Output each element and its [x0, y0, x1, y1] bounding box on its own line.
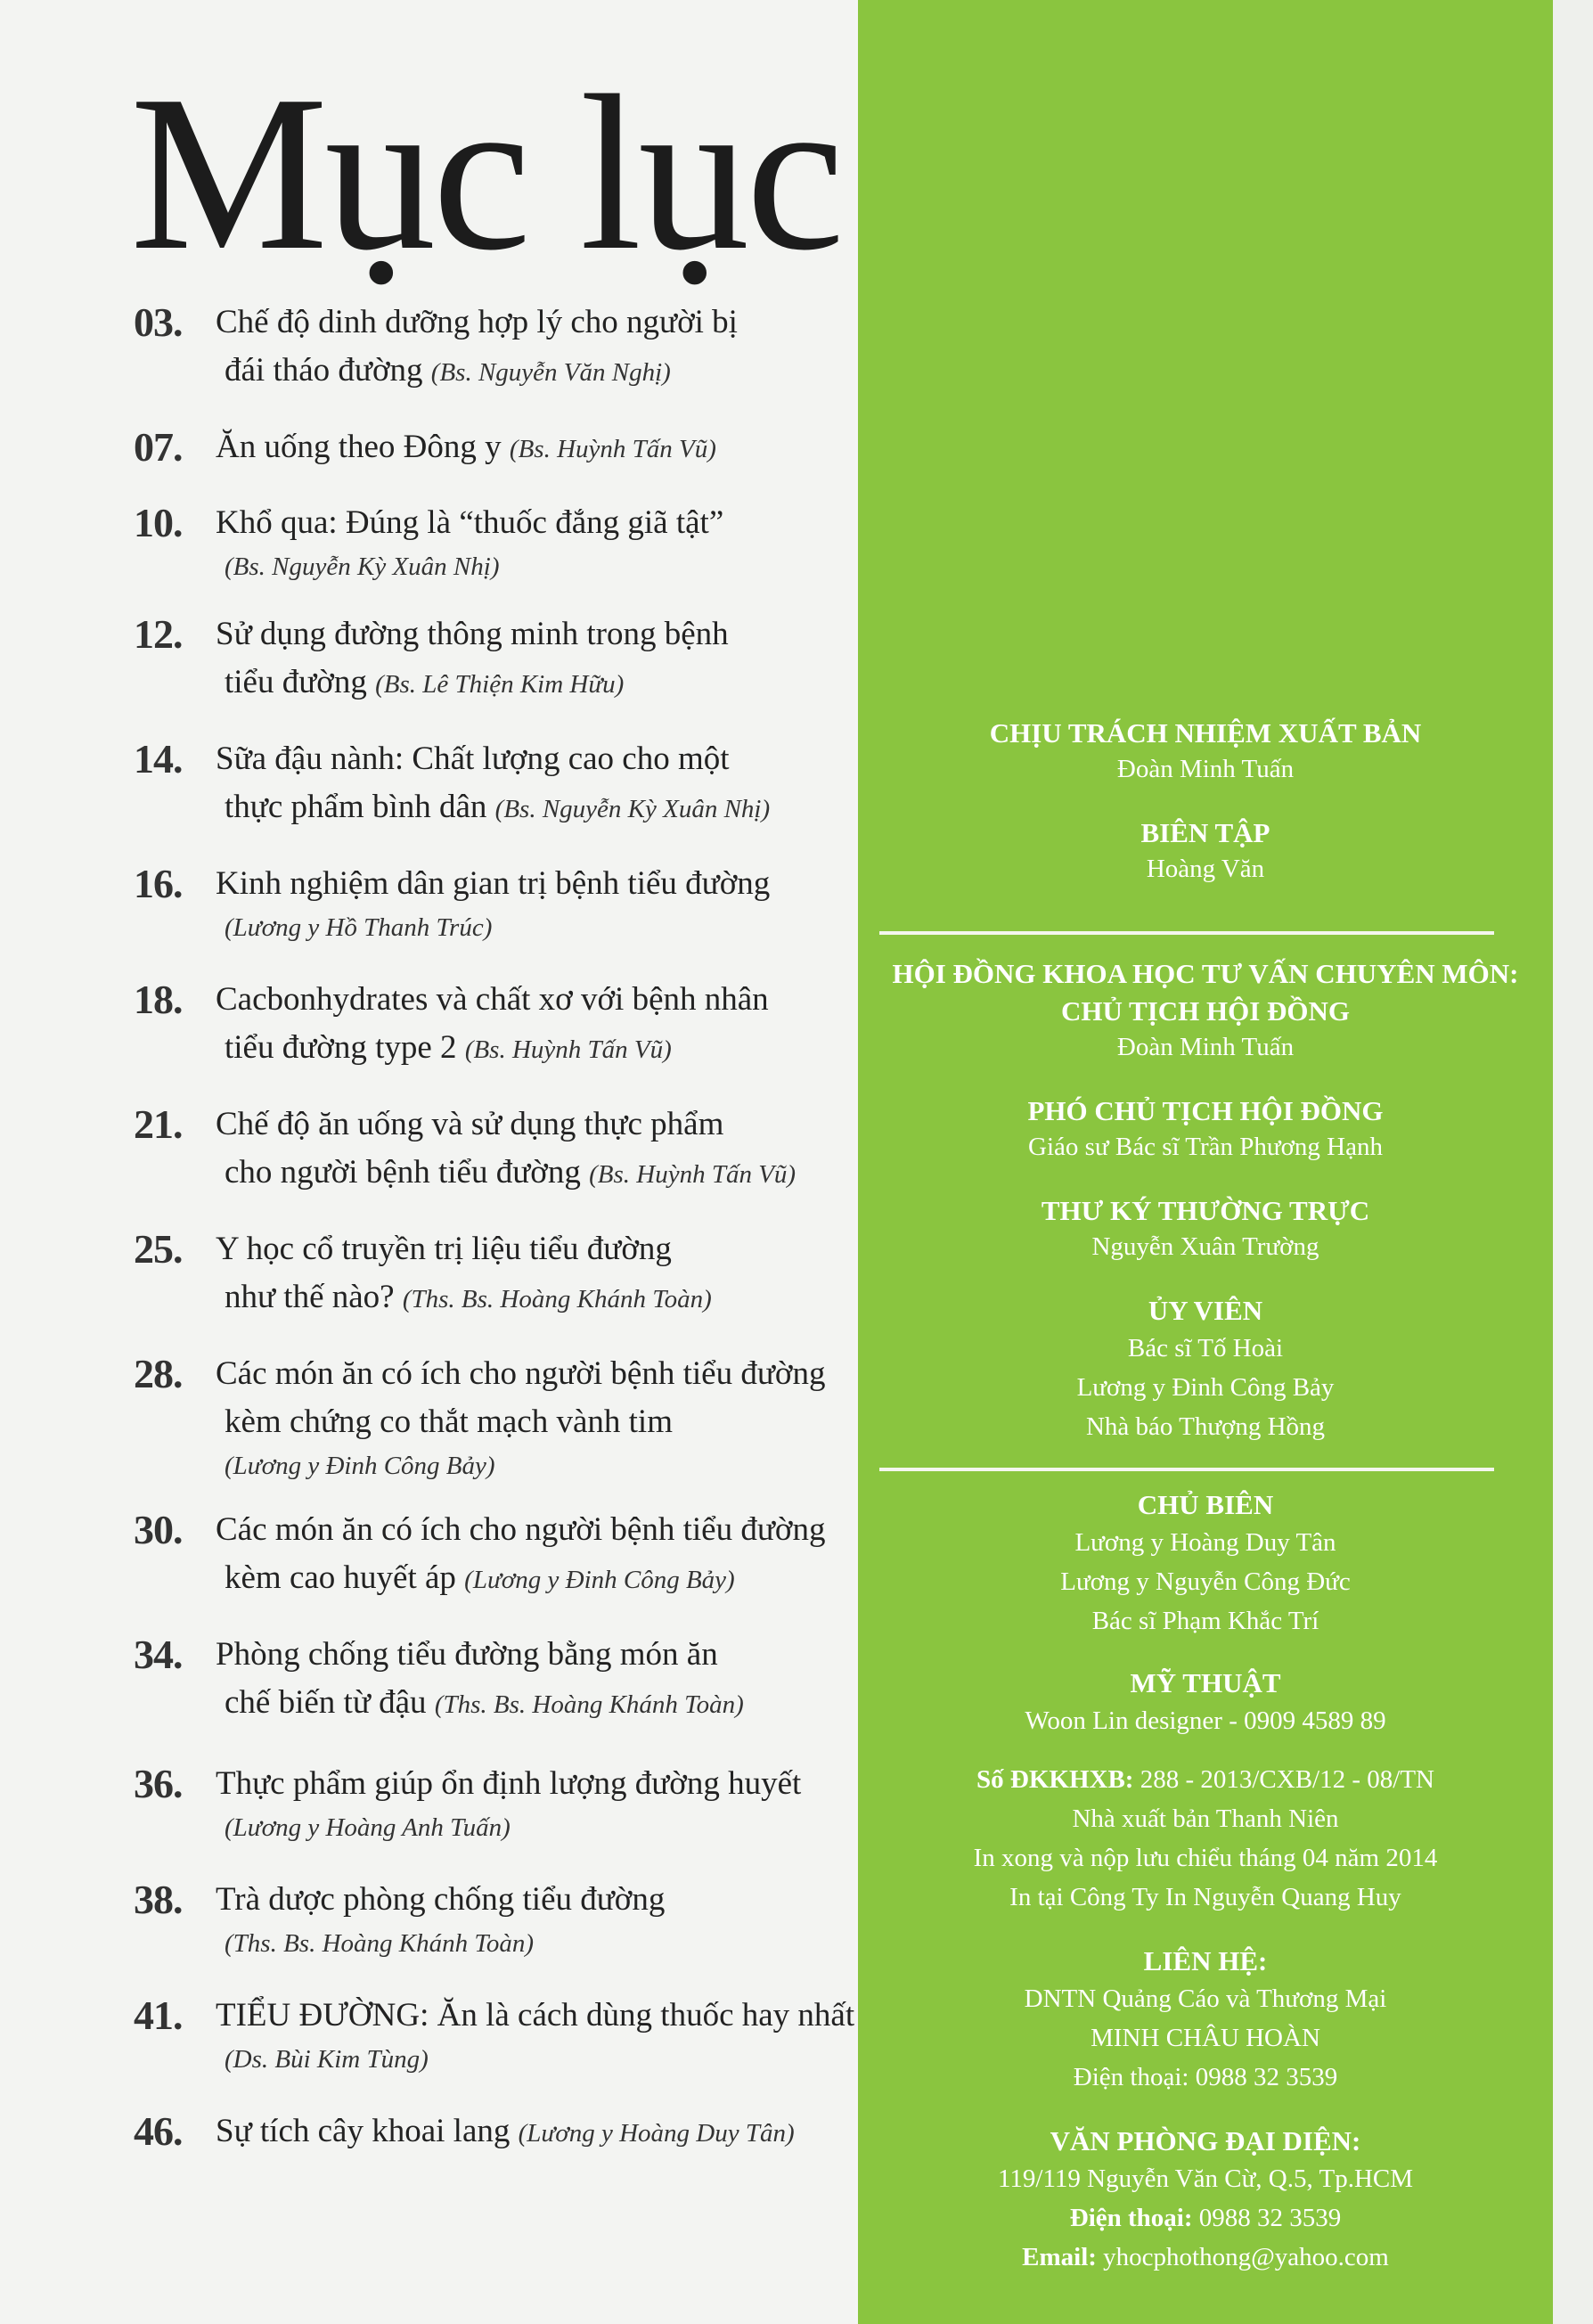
contact-name: MINH CHÂU HOÀN — [1091, 2024, 1320, 2052]
toc-entry-title: tiểu đường type 2 (Bs. Huỳnh Tấn Vũ) — [225, 1029, 672, 1066]
toc-entry-title: như thế nào? (Ths. Bs. Hoàng Khánh Toàn) — [225, 1279, 712, 1315]
toc-entry-title: Các món ăn có ích cho người bệnh tiểu đường — [216, 1511, 826, 1548]
toc-entry-title: Chế độ dinh dưỡng hợp lý cho người bị — [216, 304, 738, 340]
vice-chair-name: Giáo sư Bác sĩ Trần Phương Hạnh — [1028, 1133, 1383, 1161]
toc-entry-title: Cacbonhydrates và chất xơ với bệnh nhân — [216, 981, 769, 1018]
page-title: Mục lục — [130, 50, 842, 297]
toc-entry-title: Sữa đậu nành: Chất lượng cao cho một — [216, 741, 730, 777]
member-name: Bác sĩ Tố Hoài — [1127, 1334, 1284, 1362]
toc-entry-title: Sự tích cây khoai lang (Lương y Hoàng Duy Tân) — [216, 2113, 795, 2149]
toc-entry-title: Kinh nghiệm dân gian trị bệnh tiểu đường — [216, 865, 771, 902]
page-edge — [1553, 0, 1593, 2324]
toc-entry-title: Thực phẩm giúp ổn định lượng đường huyết — [216, 1765, 802, 1802]
toc-entry-title: thực phẩm bình dân (Bs. Nguyễn Kỳ Xuân Nhị) — [225, 789, 771, 825]
secretary-name: Nguyễn Xuân Trường — [1091, 1232, 1319, 1261]
toc-entry-author: (Bs. Huỳnh Tấn Vũ) — [464, 1035, 672, 1064]
chair-name: Đoàn Minh Tuấn — [1116, 1033, 1295, 1061]
toc-page-number: 38. — [134, 1877, 183, 1922]
divider — [879, 1468, 1494, 1471]
toc-entry-title: chế biến từ đậu (Ths. Bs. Hoàng Khánh Toàn) — [225, 1684, 744, 1721]
toc-entry-title: kèm cao huyết áp (Lương y Đinh Công Bảy) — [225, 1559, 735, 1596]
toc-page-number: 28. — [134, 1351, 183, 1396]
license-value: 288 - 2013/CXB/12 - 08/TN — [1133, 1765, 1434, 1794]
toc-entry-title: Y học cổ truyền trị liệu tiểu đường — [216, 1231, 672, 1267]
toc-page-number: 25. — [134, 1226, 183, 1272]
office-phone-label: Điện thoại: — [1069, 2204, 1193, 2232]
council-heading: HỘI ĐỒNG KHOA HỌC TƯ VẤN CHUYÊN MÔN: — [892, 958, 1519, 989]
toc-page-number: 18. — [134, 977, 183, 1022]
contact-company: DNTN Quảng Cáo và Thương Mại — [1024, 1984, 1387, 2013]
toc-entry-title: Khổ qua: Đúng là “thuốc đắng giã tật” — [216, 504, 724, 541]
print-info: In xong và nộp lưu chiểu tháng 04 năm 2014 — [973, 1844, 1438, 1872]
office-email — [858, 2243, 1553, 2272]
toc-entry-title: Các món ăn có ích cho người bệnh tiểu đường — [216, 1355, 826, 1392]
toc-page-number: 30. — [134, 1507, 183, 1552]
chair-heading: CHỦ TỊCH HỘI ĐỒNG — [1060, 995, 1351, 1027]
office-phone-value: 0988 32 3539 — [1192, 2204, 1342, 2232]
toc-entry-author: (Bs. Huỳnh Tấn Vũ) — [589, 1160, 796, 1189]
art-heading: MỸ THUẬT — [1130, 1667, 1281, 1698]
chief-editor-name: Bác sĩ Phạm Khắc Trí — [1091, 1607, 1319, 1635]
toc-entry-author: (Lương y Hoàng Anh Tuấn) — [225, 1813, 511, 1842]
chief-editor-heading: CHỦ BIÊN — [1137, 1489, 1274, 1520]
toc-page-number: 14. — [134, 736, 183, 781]
contact-heading: LIÊN HỆ: — [1143, 1945, 1268, 1976]
secretary-heading: THƯ KÝ THƯỜNG TRỰC — [1041, 1195, 1370, 1226]
printer: In tại Công Ty In Nguyễn Quang Huy — [1009, 1883, 1401, 1911]
toc-entry-author: (Bs. Huỳnh Tấn Vũ) — [509, 435, 716, 463]
toc-page-number: 12. — [134, 611, 183, 657]
toc-entry-author: (Lương y Hoàng Duy Tân) — [518, 2119, 795, 2148]
vice-chair-heading: PHÓ CHỦ TỊCH HỘI ĐỒNG — [1027, 1095, 1384, 1126]
toc-entry-author: (Bs. Nguyễn Kỳ Xuân Nhị) — [225, 552, 500, 581]
member-name: Lương y Đinh Công Bảy — [1076, 1373, 1335, 1402]
toc-page-number: 34. — [134, 1632, 183, 1677]
toc-entry-title: tiểu đường (Bs. Lê Thiện Kim Hữu) — [225, 664, 625, 700]
toc-entry-title: Phòng chống tiểu đường bằng món ăn — [216, 1636, 718, 1673]
toc-entry-author: (Lương y Đinh Công Bảy) — [464, 1566, 735, 1594]
toc-entry-author: (Ths. Bs. Hoàng Khánh Toàn) — [434, 1690, 744, 1719]
toc-entry-author: (Ths. Bs. Hoàng Khánh Toàn) — [225, 1929, 534, 1958]
office-address: 119/119 Nguyễn Văn Cừ, Q.5, Tp.HCM — [997, 2164, 1414, 2193]
chief-editor-name: Lương y Hoàng Duy Tân — [1074, 1528, 1336, 1557]
toc-entry-title: kèm chứng co thắt mạch vành tim — [225, 1403, 673, 1440]
toc-entry-author: (Ds. Bùi Kim Tùng) — [225, 2045, 429, 2074]
toc-entry-author: (Bs. Lê Thiện Kim Hữu) — [375, 670, 625, 699]
toc-page-number: 21. — [134, 1101, 183, 1147]
office-phone — [858, 2204, 1553, 2233]
toc-entry-title: TIỂU ĐƯỜNG: Ăn là cách dùng thuốc hay nhất — [216, 1997, 855, 2034]
office-email-value: yhocphothong@yahoo.com — [1096, 2243, 1389, 2271]
toc-entry-title: Trà dược phòng chống tiểu đường — [216, 1881, 666, 1918]
toc-entry-author: (Bs. Nguyễn Kỳ Xuân Nhị) — [494, 795, 771, 823]
toc-entry-author: (Lương y Đinh Công Bảy) — [225, 1452, 495, 1480]
toc-page-number: 36. — [134, 1761, 183, 1806]
toc-page-number: 46. — [134, 2108, 183, 2154]
office-heading: VĂN PHÒNG ĐẠI DIỆN: — [1050, 2125, 1361, 2156]
chief-editor-name: Lương y Nguyễn Công Đức — [1060, 1567, 1351, 1596]
toc-page-number: 10. — [134, 500, 183, 545]
toc-entry-author: (Lương y Hồ Thanh Trúc) — [225, 913, 493, 942]
editor-heading: BIÊN TẬP — [1140, 817, 1270, 848]
publisher-name: Đoàn Minh Tuấn — [1116, 755, 1295, 783]
publisher-house: Nhà xuất bản Thanh Niên — [1072, 1804, 1339, 1833]
toc-page-number: 41. — [134, 1993, 183, 2038]
office-email-label: Email: — [1022, 2243, 1097, 2271]
toc-page-number: 07. — [134, 424, 183, 470]
toc-entry-author: (Ths. Bs. Hoàng Khánh Toàn) — [402, 1285, 712, 1313]
member-name: Nhà báo Thượng Hồng — [1085, 1412, 1326, 1441]
toc-entry-author: (Bs. Nguyễn Văn Nghị) — [430, 358, 671, 387]
members-heading: ỦY VIÊN — [1148, 1295, 1263, 1326]
toc-page-number: 03. — [134, 299, 183, 345]
toc-entry-title: Chế độ ăn uống và sử dụng thực phẩm — [216, 1106, 724, 1142]
editor-name: Hoàng Văn — [1146, 855, 1265, 883]
toc-entry-title: đái tháo đường (Bs. Nguyễn Văn Nghị) — [225, 352, 671, 389]
toc-entry-title: Sử dụng đường thông minh trong bệnh — [216, 616, 729, 652]
license-line — [858, 1765, 1553, 1795]
contact-phone: Điện thoại: 0988 32 3539 — [1073, 2063, 1338, 2091]
publisher-heading: CHỊU TRÁCH NHIỆM XUẤT BẢN — [989, 717, 1422, 749]
art-name: Woon Lin designer - 0909 4589 89 — [1025, 1706, 1386, 1735]
toc-entry-title: cho người bệnh tiểu đường (Bs. Huỳnh Tấn Vũ) — [225, 1154, 796, 1191]
toc-entry-title: Ăn uống theo Đông y (Bs. Huỳnh Tấn Vũ) — [216, 429, 716, 465]
license-label: Số ĐKKHXB: — [976, 1765, 1134, 1794]
divider — [879, 931, 1494, 935]
toc-page-number: 16. — [134, 861, 183, 906]
